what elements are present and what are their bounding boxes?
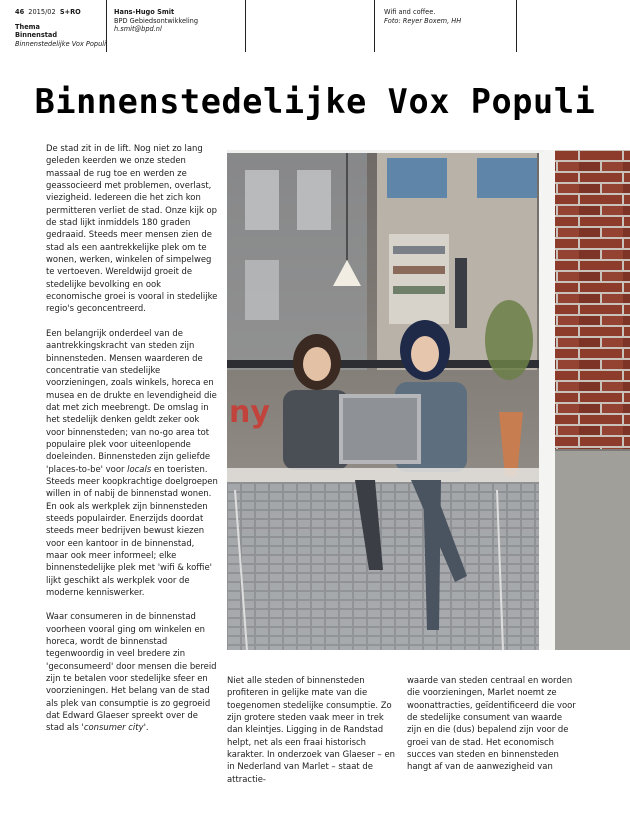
- body-column-2: [227, 674, 397, 797]
- paragraph: De stad zit in de lift. Nog niet zo lang geleden keerden we onze steden massaal de rug toe en werden ze geassocieerd met problemen, overlast, viezigheid. Iedereen die het zich kon permitteren verliet de stad. Onze kijk op de stad lijkt inmiddels 180 graden gedraaid. Steeds meer mensen zien de stad als een aantrekkelijke plek om te wonen, werken, winkelen of simpelweg te vertoeven. Wereldwijd groeit de stedelijke bevolking en ook economische groei is vooral in stedelijke regio's geconcentreerd.: [46, 143, 218, 314]
- author-name: Hans-Hugo Smit: [114, 8, 175, 16]
- body-column-1: [46, 142, 218, 746]
- header-author: [114, 0, 246, 52]
- header-photo-caption: [384, 0, 517, 52]
- body-column-3: [407, 674, 577, 785]
- paragraph: waarde van steden centraal en worden die voorzieningen, Marlet noemt ze woonattracties, geïdentificeerd die voor de stedelijke consument van waarde zijn en die (dus) bepalend zijn voor de groei van de stad. Het economisch succes van steden en binnensteden hangt af van de aanwezigheid van: [407, 675, 576, 772]
- cafe-window-photo: [227, 150, 630, 650]
- paragraph: Waar consumeren in de binnenstad voorheen vooral ging om winkelen en horeca, wordt de binnenstad tegenwoordig in veel bredere zin 'geconsumeerd' door mensen die bereid zijn te betalen voor stedelijke sfeer en voorzieningen. Het belang van de stad als plek van consumptie is zo gegroeid dat Edward Glaeser spreekt over de stad als 'consumer city'.: [46, 611, 217, 733]
- headline: Binnenstedelijke Vox Populi: [34, 82, 596, 121]
- author-email[interactable]: h.smit@bpd.nl: [114, 25, 162, 34]
- running-title: Binnenstedelijke Vox Populi: [15, 39, 106, 48]
- window-sign-text: ny: [229, 395, 270, 430]
- photo-credit: Foto: Reyer Boxem, HH: [384, 16, 462, 25]
- photo-caption: Wifi and coffee.: [384, 8, 436, 16]
- paragraph: Niet alle steden of binnensteden profiteren in gelijke mate van die toegenomen stedelijke consumptie. Zo zijn grotere steden vaak meer in trek dan kleintjes. Ligging in de Randstad helpt, net als een fraai historisch karakter. In onderzoek van Glaeser – en in Nederland van Marlet – staat de attractie-: [227, 675, 395, 784]
- section-label: Thema: [15, 22, 40, 31]
- header-section-info: [15, 0, 107, 52]
- author-org: BPD Gebiedsontwikkeling: [114, 16, 199, 25]
- paragraph: Een belangrijk onderdeel van de aantrekkingskracht van steden zijn binnensteden. Mensen waarderen de concentratie van stedelijke voorzieningen, zoals winkels, horeca en musea en de drukte en levendigheid die dat met zich meebrengt. De omslag in het stedelijk denken geldt zeker ook voor binnensteden; van no-go area tot populaire plek voor uiteenlopende doeleinden. Binnensteden zijn geliefde 'places-to-be' voor locals en toeristen. Steeds meer koopkrachtige doelgroepen willen in of nabij de binnenstad wonen. En ook als werkplek zijn binnensteden steeds populairder. Enerzijds doordat steeds meer bedrijven bewust kiezen voor een kantoor in de binnenstad, maar ook meer informeel; elke binnenstedelijke plek met 'wifi & koffie' lijkt geschikt als werkplek voor de moderne kenniswerker.: [46, 327, 218, 598]
- header-empty-col: [253, 0, 375, 52]
- section-name: Binnenstad: [15, 31, 58, 40]
- issue: 2015/02: [28, 8, 56, 16]
- page-number: 46: [15, 8, 25, 16]
- magazine-name: S+RO: [59, 8, 81, 16]
